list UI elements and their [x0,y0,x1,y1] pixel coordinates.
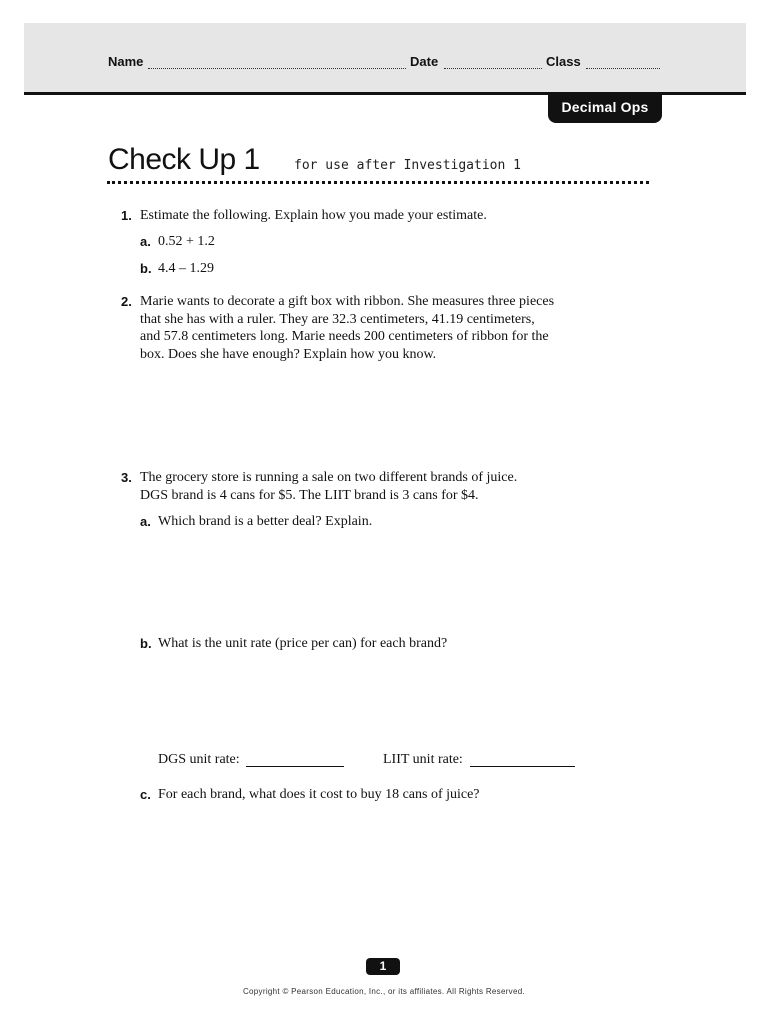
q3-c-text: For each brand, what does it cost to buy 18 cans of juice? [158,787,480,802]
q3-a-text: Which brand is a better deal? Explain. [158,514,373,529]
q1-a-text: 0.52 + 1.2 [158,234,215,249]
q3-b-text: What is the unit rate (price per can) for each brand? [158,636,448,651]
dgs-unit-rate-label: DGS unit rate: [158,752,240,767]
page-subtitle: for use after Investigation 1 [294,158,521,173]
unit-tab: Decimal Ops [548,94,662,123]
q2-line-3: and 57.8 centimeters long. Marie needs 200 centimeters of ribbon for the [140,329,549,344]
q2-number: 2. [121,294,132,309]
q3-b-label: b. [140,636,152,651]
q1-b-text: 4.4 – 1.29 [158,261,214,276]
q1-text: Estimate the following. Explain how you made your estimate. [140,208,487,223]
q3-a-label: a. [140,514,151,529]
name-label: Name [108,54,144,69]
q1-b-label: b. [140,261,152,276]
q2-line-2: that she has with a ruler. They are 32.3 centimeters, 41.19 centimeters, [140,311,535,327]
q2-line-4: box. Does she have enough? Explain how you know. [140,346,437,362]
q1-a-label: a. [140,234,151,249]
class-label: Class [546,54,581,69]
dgs-unit-rate-field[interactable] [246,766,344,767]
date-label: Date [410,54,439,69]
page-title: Check Up 1 [108,143,260,176]
name-field[interactable] [148,68,406,69]
liit-unit-rate-field[interactable] [470,766,575,767]
q3-c-label: c. [140,787,151,802]
date-field[interactable] [444,68,542,69]
copyright-notice: Copyright © Pearson Education, Inc., or its affiliates. All Rights Reserved. [242,987,525,996]
liit-unit-rate-label: LIIT unit rate: [383,752,463,767]
q3-line-2: DGS brand is 4 cans for $5. The LIIT brand is 3 cans for $4. [140,487,479,503]
class-field[interactable] [586,68,660,69]
q2-line-1: Marie wants to decorate a gift box with ribbon. She measures three pieces [140,294,555,309]
q3-line-1: The grocery store is running a sale on two different brands of juice. [140,470,518,485]
title-divider [107,181,649,184]
page-number: 1 [366,958,400,975]
q1-number: 1. [121,208,132,223]
q3-number: 3. [121,470,132,485]
